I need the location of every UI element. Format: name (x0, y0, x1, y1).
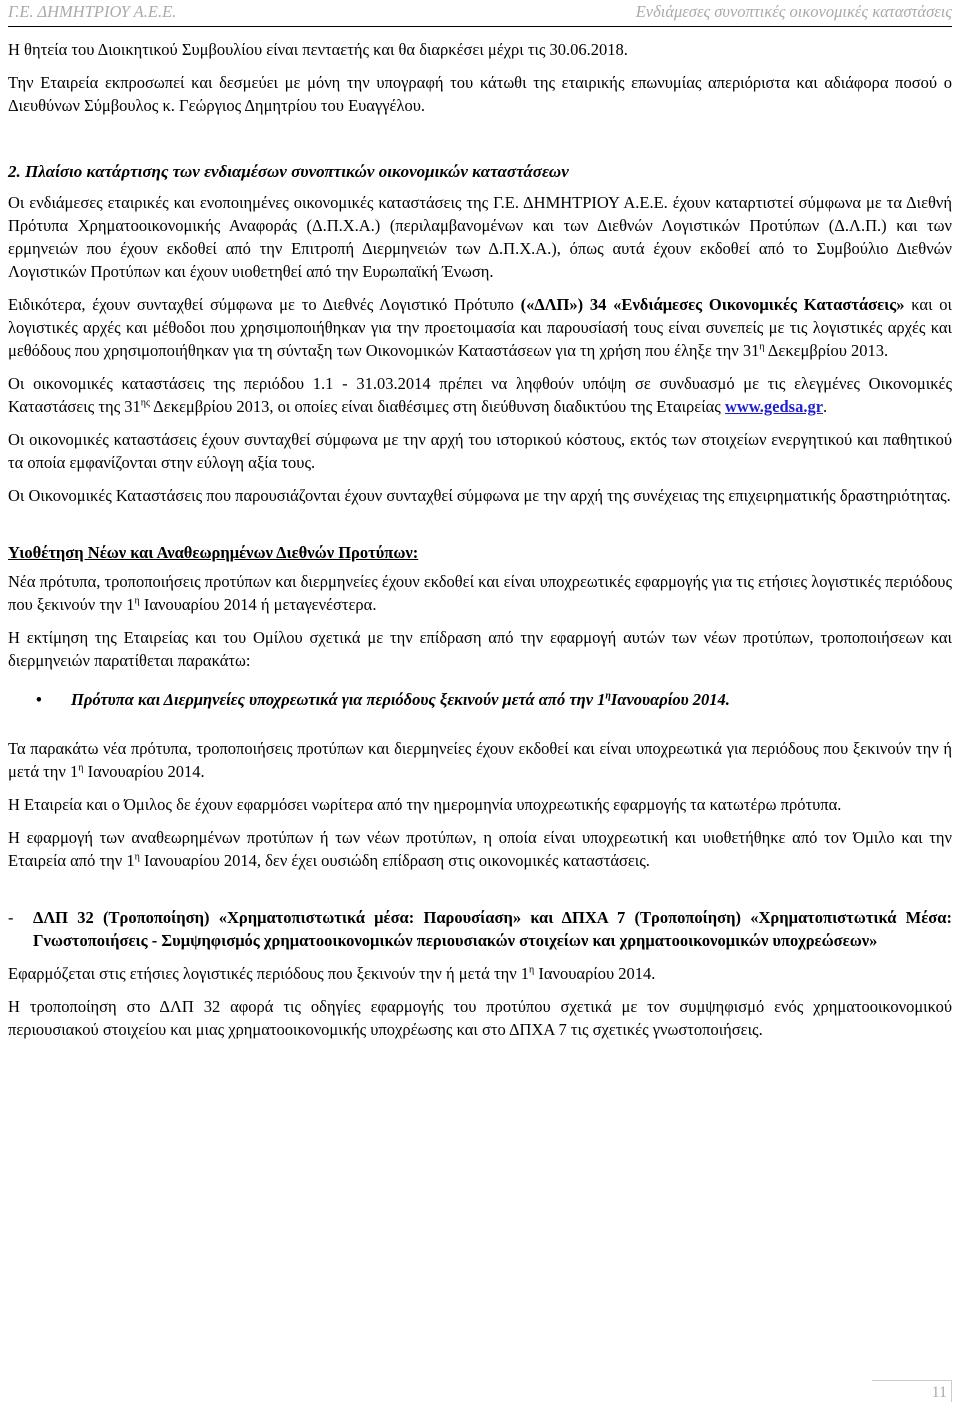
ias32-description-paragraph: Η τροποποίηση στο ΔΛΠ 32 αφορά τις οδηγίες εφαρμογής του προτύπου σχετικά με τον συμψηφισμό ενός χρηματοοικονομικού περιουσιακού στοιχείου και μιας χρηματοοικονομικής υποχρέωσης και στο ΔΠΧΑ 7 τις σχετικές γνωστοποιήσεις. (8, 997, 952, 1039)
section-2-heading (8, 160, 952, 183)
section-number: 2. (8, 162, 21, 181)
period-text-start: Οι οικονομικές καταστάσεις της περιόδου 1.1 - 31.03.2014 πρέπει να ληφθούν υπόψη σε συνδυασμό με τις ελεγμένες Οικονομικές Καταστάσεις της 31 (8, 374, 952, 416)
ias32-sup: η (529, 964, 535, 976)
ias34-bold-title: («ΔΛΠ») 34 «Ενδιάμεσες Οικονομικές Καταστάσεις» (520, 295, 905, 314)
intro-sup: η (134, 595, 140, 607)
new-standards-intro-paragraph (8, 570, 952, 616)
ias32-effective-start: Εφαρμόζεται στις ετήσιες λογιστικές περιόδους που ξεκινούν την ή μετά την 1 (8, 964, 530, 983)
ias32-title: ΔΛΠ 32 (Τροποποίηση) «Χρηματοπιστωτικά μέσα: Παρουσίαση» και ΔΠΧΑ 7 (Τροποποίηση) «Χρηματοπιστωτικά Μέσα: Γνωστοποιήσεις - Συμψηφισμός χρηματοοικονομικών περιουσιακών στοιχείων και χρηματοοικονομικών υποχρεώσεων» (33, 908, 952, 950)
framework-paragraph: Οι ενδιάμεσες εταιρικές και ενοποιημένες οικονομικές καταστάσεις της Γ.Ε. ΔΗΜΗΤΡΙΟΥ Α.Ε.Ε. έχουν καταρτιστεί σύμφωνα με τα Διεθνή Πρότυπα Χρηματοοικονομικής Αναφοράς (Δ.Π.Χ.Α.) (περιλαμβανομένων και των Διεθνών Λογιστικών Προτύπων (Δ.Λ.Π.) και των ερμηνειών που έχουν εκδοθεί από την Επιτροπή Διερμηνειών των Δ.Π.Χ.Α.), όπως αυτά έχουν εκδοθεί από το Συμβούλιο Διεθνών Λογιστικών Προτύπων και έχουν υιοθετηθεί από την Ευρωπαϊκή Ένωση. (8, 193, 952, 281)
issued-text-end: Ιανουαρίου 2014. (83, 762, 205, 781)
historical-cost-paragraph: Οι οικονομικές καταστάσεις έχουν συνταχθεί σύμφωνα με την αρχή του ιστορικού κόστους, εκτός των στοιχείων ενεργητικού και παθητικού τα οποία εμφανίζονται στην εύλογη αξία τους. (8, 430, 952, 472)
ias34-paragraph (8, 293, 952, 362)
effect-text-end: Ιανουαρίου 2014, δεν έχει ουσιώδη επίδραση στις οικονομικές καταστάσεις. (139, 851, 650, 870)
early-adoption-paragraph: Η Εταιρεία και ο Όμιλος δε έχουν εφαρμόσει νωρίτερα από την ημερομηνία υποχρεωτικής εφαρμογής τα κατωτέρω πρότυπα. (8, 795, 842, 814)
section-title: Πλαίσιο κατάρτισης των ενδιαμέσων συνοπτικών οικονομικών καταστάσεων (25, 162, 569, 181)
period-text-end: . (823, 397, 828, 416)
effect-sup: η (134, 851, 140, 863)
header-doc-title: Ενδιάμεσες συνοπτικές οικονομικές καταστάσεις (635, 2, 952, 21)
issued-standards-paragraph (8, 737, 952, 783)
period-statements-paragraph (8, 372, 952, 418)
issued-text-start: Τα παρακάτω νέα πρότυπα, τροποποιήσεις προτύπων και διερμηνείες έχουν εκδοθεί και είναι υποχρεωτικά για περιόδους που ξεκινούν την ή μετά την 1 (8, 739, 952, 781)
bullet-sup: η (605, 690, 611, 702)
page-number: 11 (872, 1380, 952, 1402)
mandatory-standards-bullet (8, 688, 952, 711)
ias32-effective-paragraph (8, 962, 952, 985)
dash-marker: - (8, 908, 14, 927)
bullet-icon: • (36, 690, 42, 709)
ias32-amendment-heading (8, 906, 952, 952)
new-standards-heading: Υιοθέτηση Νέων και Αναθεωρημένων Διεθνών Προτύπων: (8, 543, 419, 562)
ias34-text-end: και οι λογιστικές αρχές και μέθοδοι που χρησιμοποιήθηκαν για την προετοιμασία και παρουσίασή τους είναι συνεπείς με τις λογιστικές αρχές και μεθόδους που χρησιμοποιήθηκαν για τη σύνταξη των Οικονομικών Καταστάσεων για τη χρήση που έληξε την 31 (8, 295, 952, 360)
bullet-text-start: Πρότυπα και Διερμηνείες υποχρεωτικά για περιόδους ξεκινούν μετά από την 1 (71, 690, 606, 709)
intro-text-end: Ιανουαρίου 2014 ή μεταγενέστερα. (139, 595, 377, 614)
impact-assessment-paragraph: Η εκτίμηση της Εταιρείας και του Ομίλου σχετικά με την επίδραση από την εφαρμογή αυτών των νέων προτύπων, τροποποιήσεων και διερμηνειών παρατίθεται παρακάτω: (8, 628, 952, 670)
header-company: Γ.Ε. ΔΗΜΗΤΡΙΟΥ Α.Ε.Ε. (8, 2, 177, 21)
ias34-sup: η (759, 341, 765, 353)
going-concern-paragraph: Οι Οικονομικές Καταστάσεις που παρουσιάζονται έχουν συνταχθεί σύμφωνα με την αρχή της συνέχειας της επιχειρηματικής δραστηριότητας. (8, 486, 951, 505)
board-term-paragraph: Η θητεία του Διοικητικού Συμβουλίου είναι πενταετής και θα διαρκέσει μέχρι τις 30.06.2018. (8, 40, 628, 59)
issued-sup: η (78, 762, 84, 774)
ias34-text-start: Ειδικότερα, έχουν συνταχθεί σύμφωνα με το Διεθνές Λογιστικό Πρότυπο (8, 295, 521, 314)
ias34-tail: Δεκεμβρίου 2013. (764, 341, 889, 360)
document-body (8, 38, 952, 1051)
period-sup: ης (140, 397, 150, 409)
intro-text-start: Νέα πρότυπα, τροποποιήσεις προτύπων και διερμηνείες έχουν εκδοθεί και είναι υποχρεωτικές εφαρμογής για τις ετήσιες λογιστικές περιόδους που ξεκινούν την 1 (8, 572, 952, 614)
company-website-link[interactable]: www.gedsa.gr (724, 397, 824, 416)
period-text-mid: Δεκεμβρίου 2013, οι οποίες είναι διαθέσιμες στη διεύθυνση διαδικτύου της Εταιρείας (149, 397, 725, 416)
ias32-effective-end: Ιανουαρίου 2014. (534, 964, 656, 983)
application-effect-paragraph (8, 826, 952, 872)
bullet-text-end: Ιανουαρίου 2014. (610, 690, 730, 709)
representation-paragraph: Την Εταιρεία εκπροσωπεί και δεσμεύει με μόνη την υπογραφή του κάτωθι της εταιρικής επωνυμίας απεριόριστα και αδιάφορα ποσού ο Διευθύνων Σύμβουλος κ. Γεώργιος Δημητρίου του Ευαγγέλου. (8, 73, 952, 115)
effect-text-start: Η εφαρμογή των αναθεωρημένων προτύπων ή των νέων προτύπων, η οποία είναι υποχρεωτική και υιοθετήθηκε από τον Όμιλο και την Εταιρεία από την 1 (8, 828, 952, 870)
page-header (8, 0, 952, 27)
